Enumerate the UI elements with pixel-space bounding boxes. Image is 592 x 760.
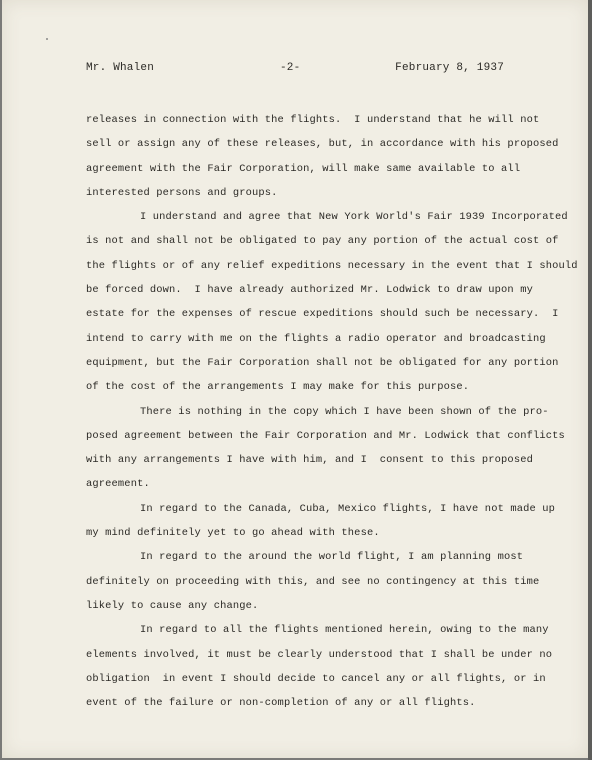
text-line: likely to cause any change.: [86, 599, 259, 612]
header-page-number: -2-: [280, 62, 301, 74]
text-line: equipment, but the Fair Corporation shall not be obligated for any portion: [86, 356, 559, 369]
text-line: event of the failure or non-completion of any or all flights.: [86, 697, 476, 710]
text-line: I understand and agree that New York World's Fair 1939 Incorporated: [140, 211, 568, 224]
scan-edge: [588, 0, 592, 760]
page-header: [86, 62, 504, 80]
text-line: In regard to the around the world flight, I am planning most: [140, 551, 524, 564]
text-line: intend to carry with me on the flights a radio operator and broadcasting: [86, 332, 546, 345]
text-line: interested persons and groups.: [86, 186, 278, 199]
text-line: with any arrangements I have with him, and I consent to this proposed: [86, 454, 533, 467]
header-addressee: Mr. Whalen: [86, 62, 155, 74]
text-line: my mind definitely yet to go ahead with these.: [86, 527, 380, 540]
text-line: definitely on proceeding with this, and see no contingency at this time: [86, 575, 540, 588]
text-line: is not and shall not be obligated to pay any portion of the actual cost of: [86, 235, 559, 248]
text-line: releases in connection with the flights. I understand that he will not: [86, 114, 540, 126]
text-line: agreement.: [86, 478, 150, 491]
letter-page: [2, 0, 588, 758]
letter-body: [86, 108, 578, 715]
text-line: be forced down. I have already authorized Mr. Lodwick to draw upon my: [86, 284, 533, 297]
text-line: agreement with the Fair Corporation, will make same available to all: [86, 162, 521, 175]
text-line: In regard to the Canada, Cuba, Mexico flights, I have not made up: [140, 502, 556, 515]
text-line: sell or assign any of these releases, but, in accordance with his proposed: [86, 138, 559, 151]
text-line: There is nothing in the copy which I have been shown of the pro-: [140, 405, 549, 418]
paper-speck: [46, 38, 48, 40]
text-line: of the cost of the arrangements I may make for this purpose.: [86, 381, 470, 394]
text-line: elements involved, it must be clearly understood that I shall be under no: [86, 648, 553, 661]
text-line: posed agreement between the Fair Corporation and Mr. Lodwick that conflicts: [86, 429, 565, 442]
text-line: the flights or of any relief expeditions necessary in the event that I should: [86, 259, 578, 272]
text-line: estate for the expenses of rescue expeditions should such be necessary. I: [86, 308, 559, 321]
text-line: obligation in event I should decide to cancel any or all flights, or in: [86, 672, 546, 685]
text-line: In regard to all the flights mentioned herein, owing to the many: [140, 624, 549, 637]
header-date: February 8, 1937: [395, 62, 504, 74]
